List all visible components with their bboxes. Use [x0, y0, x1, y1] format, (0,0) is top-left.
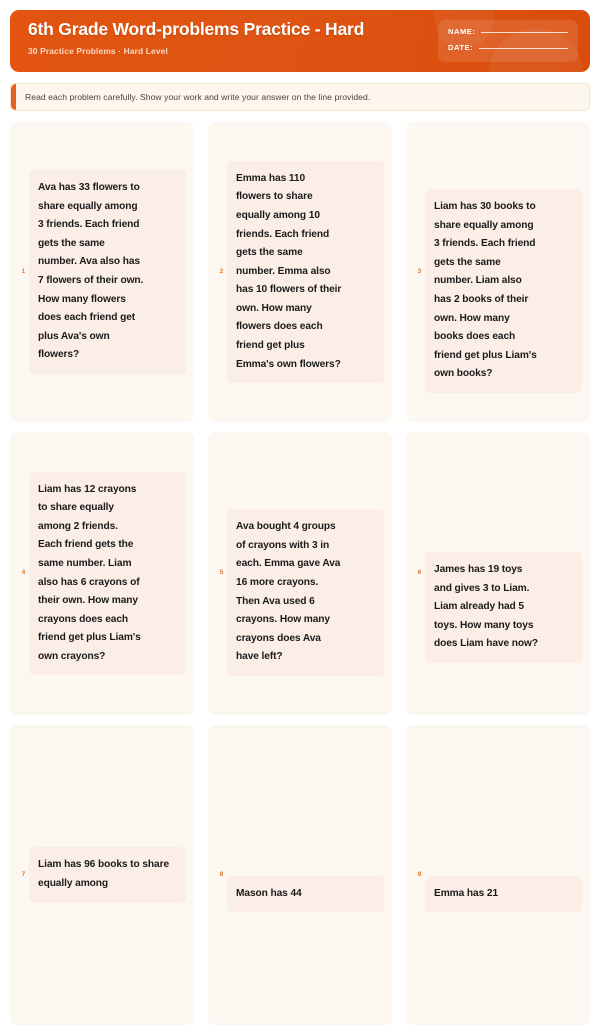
problem-card	[10, 725, 194, 1025]
problem-card	[208, 432, 392, 715]
problem-text: Ava bought 4 groups of crayons with 3 in each. Emma gave Ava 16 more crayons. Then Ava used 6 crayons. How many crayons does Ava have left?	[236, 521, 341, 663]
problem-text: Ava has 33 flowers to share equally among 3 friends. Each friend gets the same number. Ava also has 7 flowers of their own. How many flowers does each friend get plus Ava's own flowers?	[38, 182, 144, 361]
problem-card	[10, 122, 194, 422]
page-subtitle: 30 Practice Problems · Hard Level	[28, 46, 168, 56]
problem-card	[406, 432, 590, 715]
problem-number: 5	[219, 569, 224, 577]
problem-text: Liam has 30 books to share equally among 3 friends. Each friend gets the same number. Liam also has 2 books of their own. How many books does each friend get plus Liam's own books?	[434, 201, 537, 380]
instructions-text: Read each problem carefully. Show your work and write your answer on the line provided.	[25, 92, 371, 102]
problem-number: 9	[417, 870, 422, 878]
name-input-line[interactable]	[481, 32, 568, 33]
problem-number: 7	[21, 870, 26, 878]
problem-body	[29, 847, 186, 902]
problem-body	[425, 189, 582, 393]
name-label: NAME:	[448, 27, 476, 36]
problem-text: Liam has 96 books to share equally among	[38, 859, 170, 889]
problem-number: 3	[417, 267, 422, 275]
date-row	[448, 43, 568, 52]
problem-body	[227, 509, 384, 676]
page-title: 6th Grade Word-problems Practice - Hard	[28, 19, 365, 39]
worksheet-header	[10, 10, 590, 72]
problem-body	[29, 170, 186, 374]
date-input-line[interactable]	[479, 48, 568, 49]
problem-text: Liam has 12 crayons to share equally among 2 friends. Each friend gets the same number. Liam also has 6 crayons of their own. How many crayons does each friend get plus Liam's own crayons?	[38, 483, 141, 662]
problem-text: Emma has 110 flowers to share equally among 10 friends. Each friend gets the same number. Emma also has 10 flowers of their own. How many flowers does each friend get plus Emma's own flowers?	[236, 172, 342, 370]
problem-number: 6	[417, 569, 422, 577]
problem-card	[10, 432, 194, 715]
problem-card	[208, 122, 392, 422]
problem-number: 2	[219, 267, 224, 275]
problem-number: 8	[219, 870, 224, 878]
problem-text: James has 19 toys and gives 3 to Liam. Liam already had 5 toys. How many toys does Liam have now?	[434, 564, 538, 650]
student-info-box	[438, 20, 578, 62]
problem-text: Mason has 44	[236, 887, 302, 899]
problem-card	[406, 122, 590, 422]
problem-number: 4	[21, 569, 26, 577]
problem-body	[425, 552, 582, 663]
instructions-banner	[10, 83, 590, 111]
problem-number: 1	[21, 267, 26, 275]
problem-text: Emma has 21	[434, 887, 499, 899]
problem-card	[208, 725, 392, 1025]
problem-body	[29, 472, 186, 676]
problem-card	[406, 725, 590, 1025]
name-row	[448, 27, 568, 36]
problem-body	[425, 876, 582, 913]
date-label: DATE:	[448, 43, 474, 52]
problem-grid	[10, 122, 590, 1025]
problem-body	[227, 876, 384, 913]
problem-body	[227, 161, 384, 384]
